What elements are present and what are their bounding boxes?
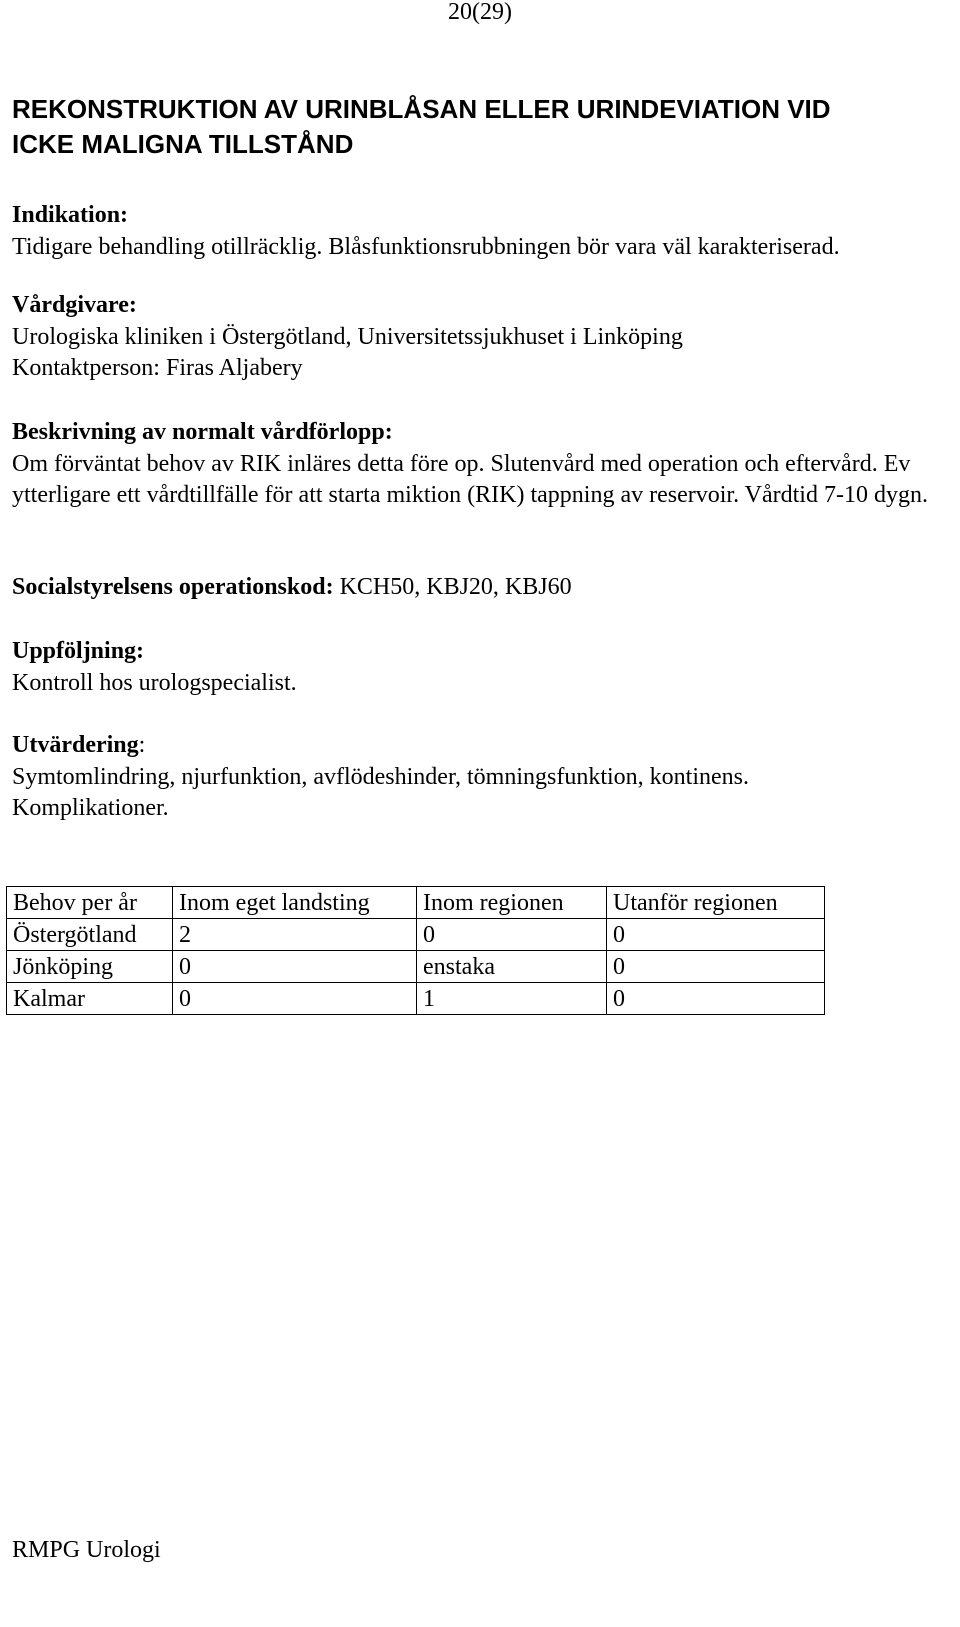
- table-row: [7, 951, 825, 983]
- table-cell: 0: [417, 919, 607, 951]
- section-heading-utvardering: [12, 730, 942, 762]
- table-cell: 0: [173, 983, 417, 1015]
- document-title-line-1: REKONSTRUKTION AV URINBLÅSAN ELLER URINDEVIATION VID: [12, 94, 831, 124]
- section-text-uppfoljning: Kontroll hos urologspecialist.: [12, 669, 297, 696]
- document-title-line-2: ICKE MALIGNA TILLSTÅND: [12, 129, 354, 159]
- table-cell-region: Östergötland: [7, 919, 173, 951]
- section-text-utvardering-line-2: Komplikationer.: [12, 795, 169, 821]
- table-row: [7, 983, 825, 1015]
- section-text-beskrivning: Om förväntat behov av RIK inläres detta före op. Slutenvård med operation och eftervård. Ev ytterligare ett vårdtillfälle för att starta miktion (RIK) tappning av reservoir. Vårdtid 7-10 dygn.: [12, 450, 928, 508]
- table-cell: 1: [417, 983, 607, 1015]
- operation-codes: KCH50, KBJ20, KBJ60: [339, 574, 572, 600]
- document-title: [12, 92, 942, 162]
- section-heading-uppfoljning: Uppföljning:: [12, 638, 145, 664]
- table-cell: 0: [607, 919, 825, 951]
- needs-per-year-table: [6, 886, 825, 1015]
- section-heading-utvardering-colon: :: [138, 732, 146, 758]
- table-header-cell: Inom eget landsting: [173, 887, 417, 919]
- section-heading-operationskod: Socialstyrelsens operationskod:: [12, 574, 334, 600]
- table-header-cell: Utanför regionen: [607, 887, 825, 919]
- section-heading-beskrivning: Beskrivning av normalt vårdförlopp:: [12, 419, 393, 445]
- page-number: 20(29): [448, 0, 512, 25]
- page-footer: RMPG Urologi: [12, 1537, 161, 1563]
- table-header-row: [7, 887, 825, 919]
- section-text-indikation: Tidigare behandling otillräcklig. Blåsfunktionsrubbningen bör vara väl karakteriserad.: [12, 233, 840, 260]
- table-row: [7, 919, 825, 951]
- table-cell: 0: [607, 983, 825, 1015]
- section-vardgivare: [12, 290, 942, 385]
- table-cell: 0: [607, 951, 825, 983]
- table-cell: 0: [173, 951, 417, 983]
- section-uppfoljning: [12, 636, 942, 699]
- table-cell-region: Jönköping: [7, 951, 173, 983]
- section-operationskod: [12, 572, 942, 604]
- section-beskrivning: [12, 417, 942, 512]
- contact-person: Kontaktperson: Firas Aljabery: [12, 355, 303, 381]
- section-heading-utvardering-label: Utvärdering: [12, 732, 139, 758]
- table-cell: enstaka: [417, 951, 607, 983]
- care-provider: Urologiska kliniken i Östergötland, Universitetssjukhuset i Linköping: [12, 323, 683, 350]
- table-header-cell: Behov per år: [7, 887, 173, 919]
- section-heading-vardgivare: Vårdgivare:: [12, 292, 137, 318]
- table-cell: 2: [173, 919, 417, 951]
- section-text-utvardering-line-1: Symtomlindring, njurfunktion, avflödeshinder, tömningsfunktion, kontinens.: [12, 763, 749, 790]
- section-indikation: [12, 200, 942, 263]
- table-header-cell: Inom regionen: [417, 887, 607, 919]
- section-heading-indikation: Indikation:: [12, 202, 129, 228]
- section-utvardering: [12, 730, 942, 825]
- table-cell-region: Kalmar: [7, 983, 173, 1015]
